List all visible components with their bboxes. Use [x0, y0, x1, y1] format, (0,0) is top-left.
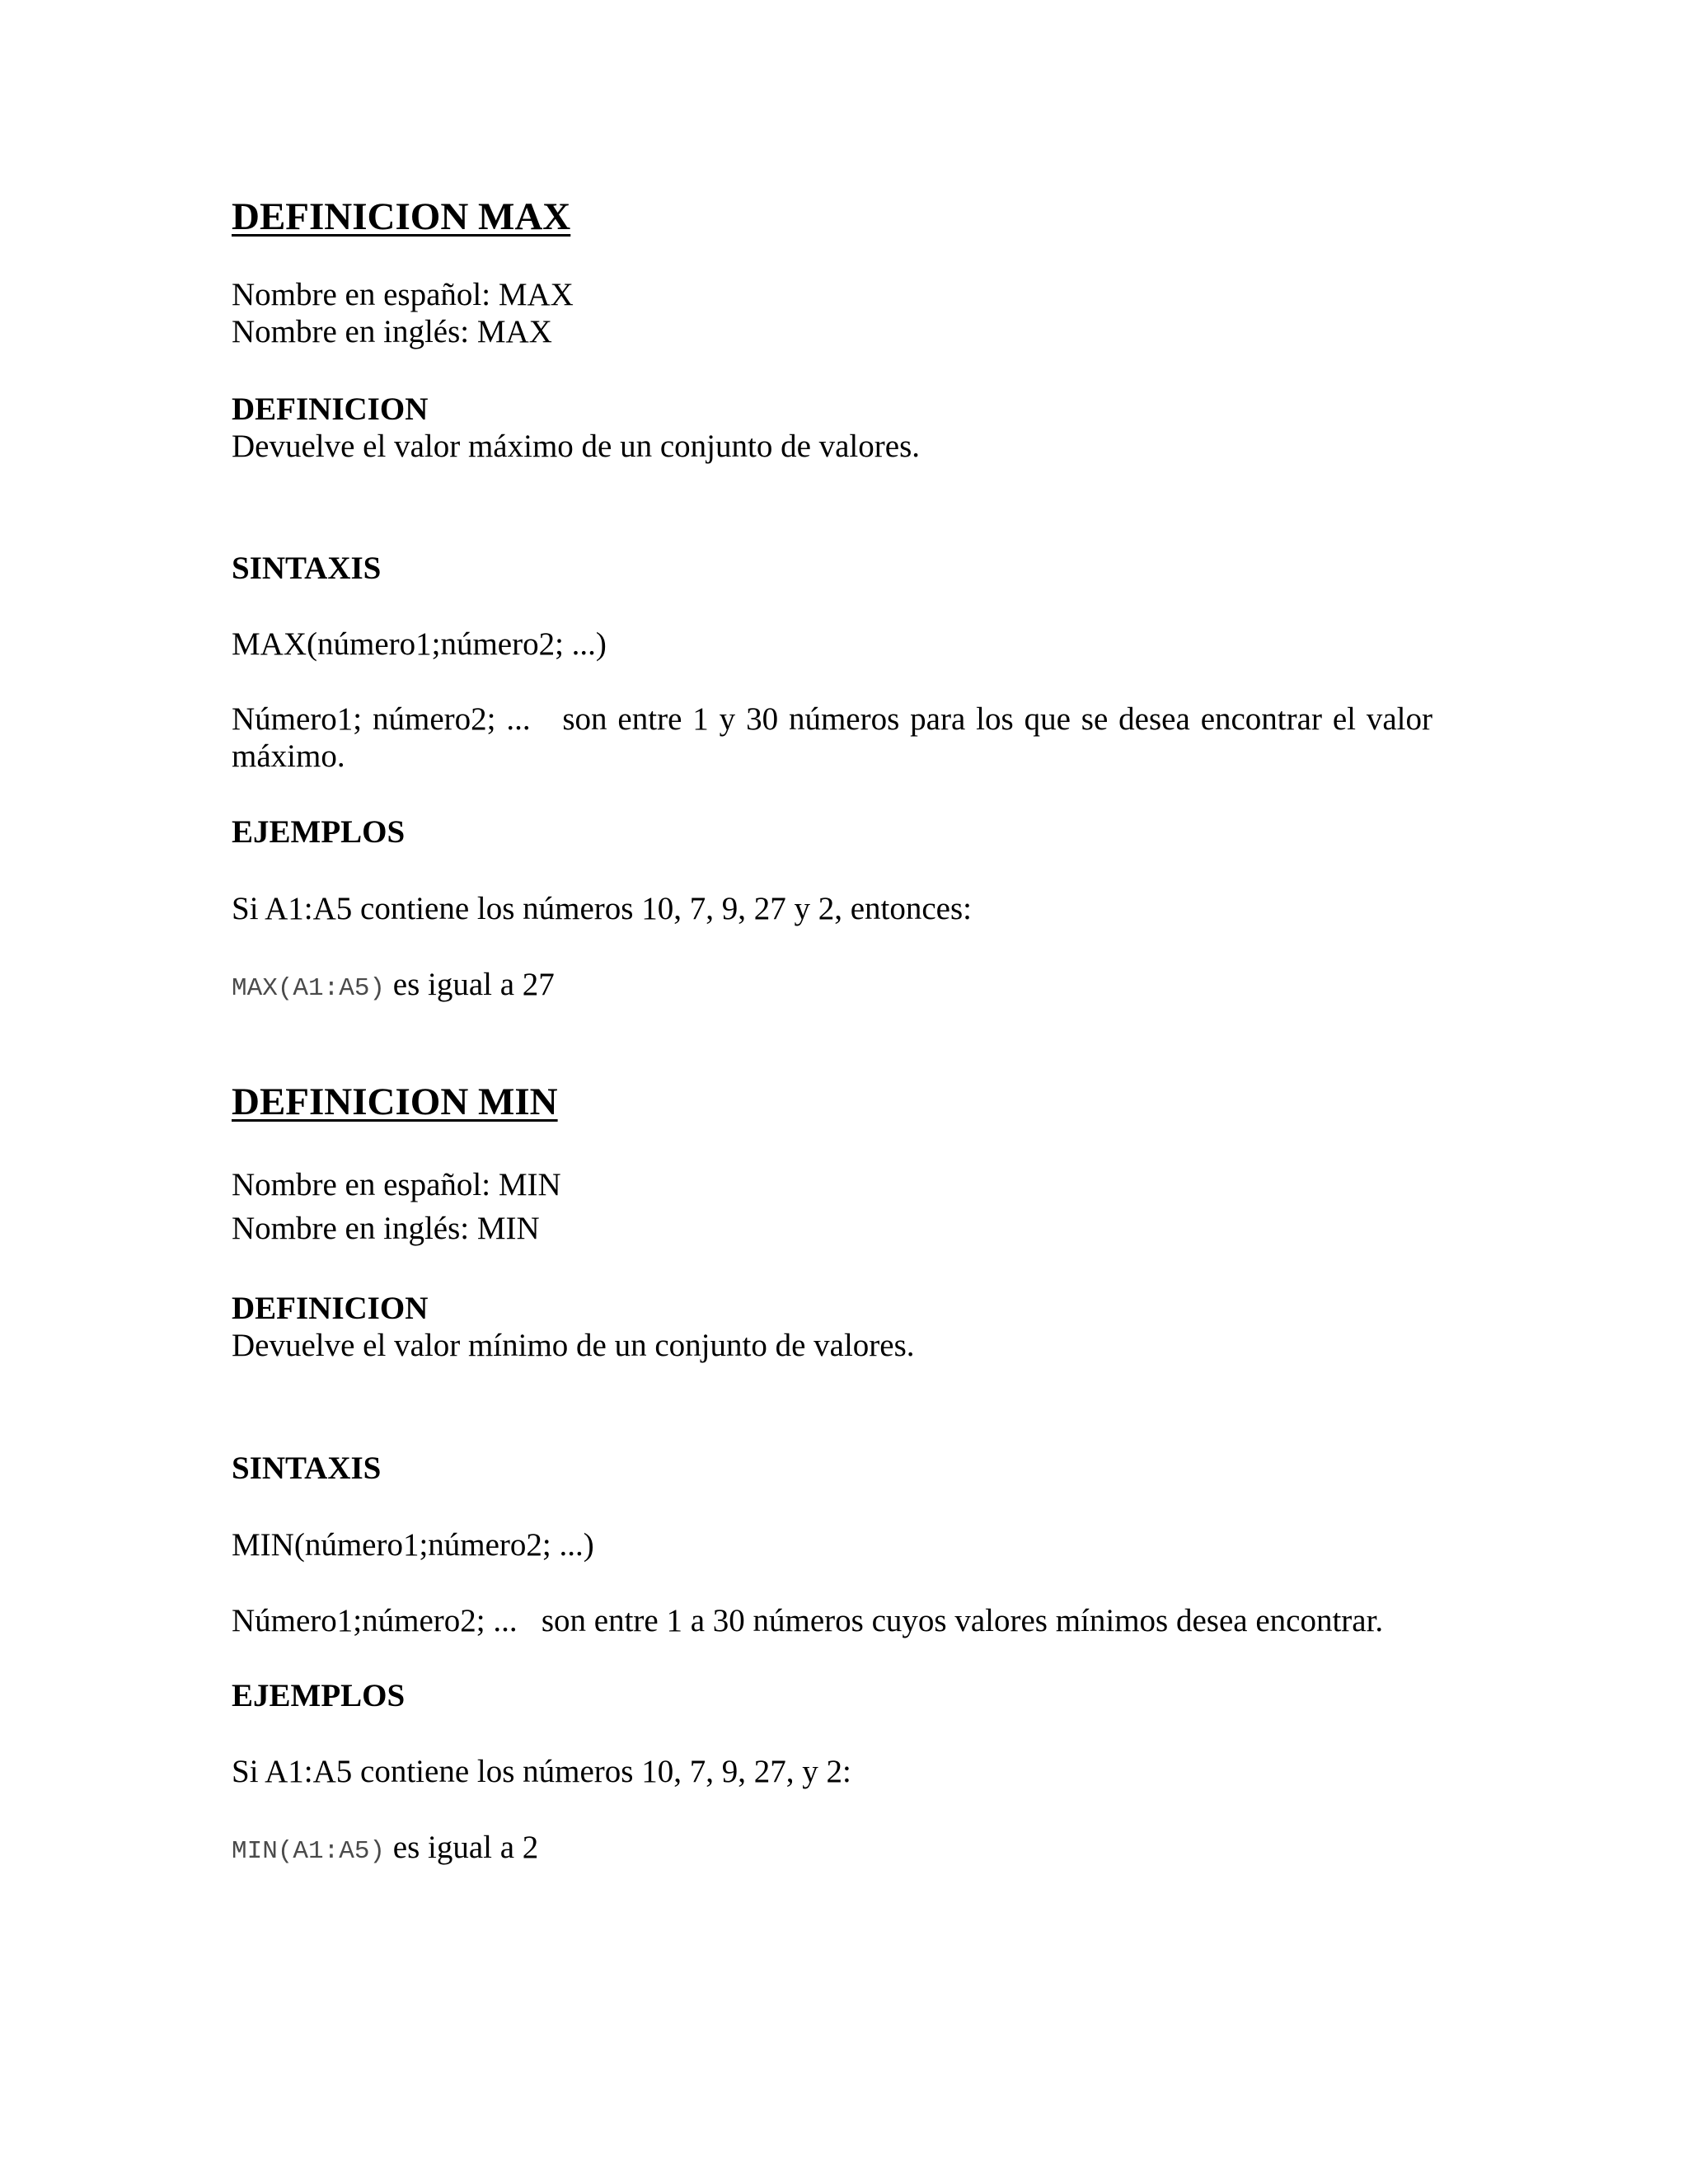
max-examples-heading: EJEMPLOS — [232, 814, 406, 850]
min-definition-text: Devuelve el valor mínimo de un conjunto de valores. — [232, 1328, 915, 1363]
min-name-spanish: Nombre en español: MIN — [232, 1167, 561, 1202]
min-title: DEFINICION MIN — [232, 1080, 558, 1123]
max-syntax: MAX(número1;número2; ...) — [232, 626, 607, 662]
max-arguments-paragraph — [232, 701, 1432, 775]
min-syntax: MIN(número1;número2; ...) — [232, 1527, 594, 1563]
min-arguments-paragraph — [232, 1605, 1383, 1637]
min-example-formula: MIN(A1:A5) — [232, 1837, 386, 1866]
max-example-intro: Si A1:A5 contiene los números 10, 7, 9, 27 y 2, entonces: — [232, 891, 972, 926]
max-arguments-term: Número1; número2; ... — [232, 701, 531, 737]
max-syntax-heading: SINTAXIS — [232, 551, 382, 586]
min-example-result: es igual a 2 — [392, 1830, 539, 1865]
max-example-result: es igual a 27 — [392, 967, 555, 1002]
max-name-spanish: Nombre en español: MAX — [232, 277, 574, 312]
max-arguments-description: son entre 1 y 30 números para los que se desea encontrar el valor máximo. — [232, 701, 1433, 774]
max-title: DEFINICION MAX — [232, 195, 571, 238]
min-example-intro: Si A1:A5 contiene los números 10, 7, 9, 27, y 2: — [232, 1754, 851, 1789]
min-arguments-term: Número1;número2; ... — [232, 1603, 518, 1638]
min-examples-heading: EJEMPLOS — [232, 1678, 406, 1713]
max-definition-text: Devuelve el valor máximo de un conjunto de valores. — [232, 429, 920, 464]
min-definition-heading: DEFINICION — [232, 1291, 429, 1326]
min-arguments-description: son entre 1 a 30 números cuyos valores mínimos desea encontrar. — [541, 1603, 1384, 1638]
min-syntax-heading: SINTAXIS — [232, 1451, 382, 1486]
min-example-line — [232, 1831, 538, 1864]
max-definition-heading: DEFINICION — [232, 391, 429, 427]
max-example-line — [232, 968, 555, 1001]
max-name-english: Nombre en inglés: MAX — [232, 314, 552, 349]
min-name-english: Nombre en inglés: MIN — [232, 1211, 540, 1246]
max-example-formula: MAX(A1:A5) — [232, 974, 386, 1003]
